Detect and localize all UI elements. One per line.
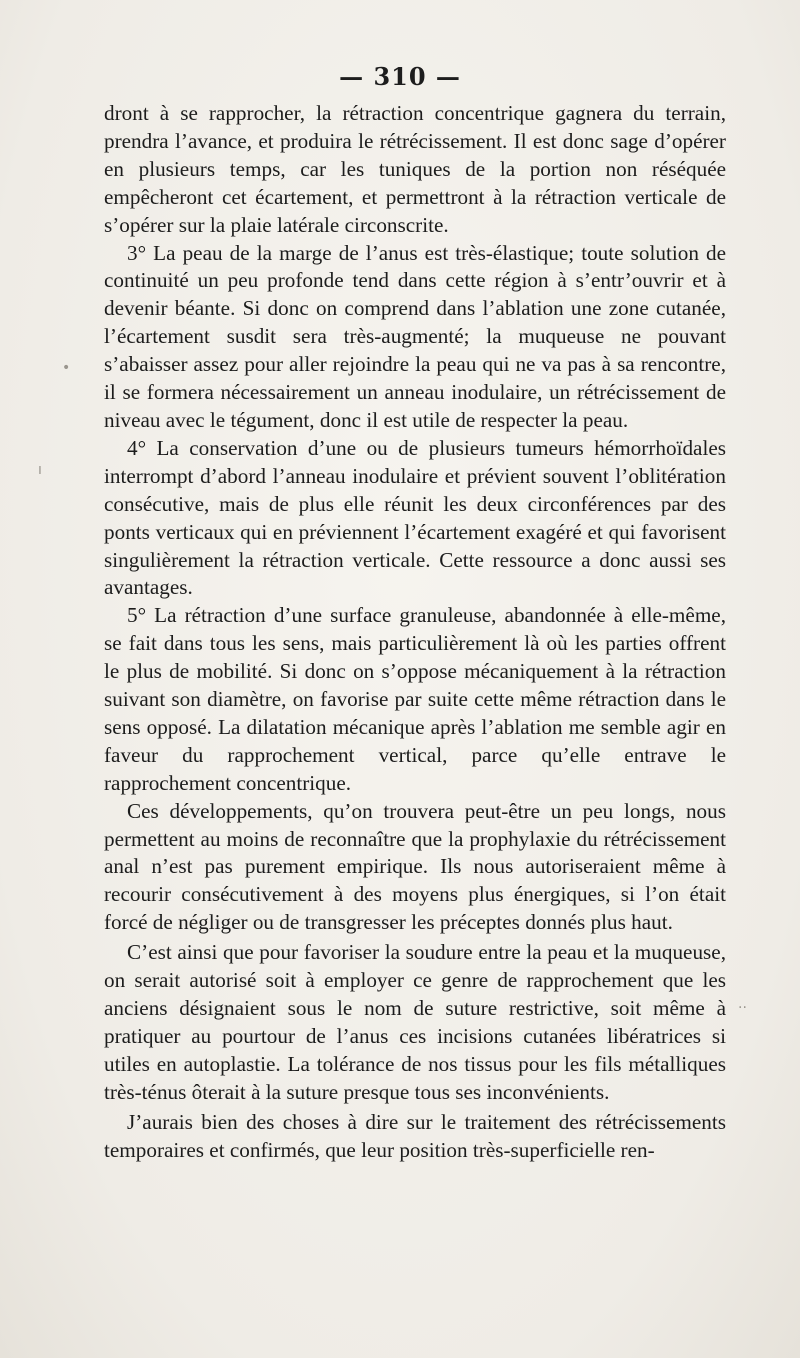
paragraph-point-3: 3° La peau de la marge de l’anus est très-élastique; toute solution de continuité un peu profonde tend dans cette région à s’entr’ouvrir et à devenir béante. Si donc on comprend dans l’ablation une zone cutanée, l’écartement susdit sera très-augmenté; la muqueuse ne pouvant s’abaisser assez pour aller rejoindre la peau qui ne va pas à sa rencontre, il se formera nécessairement un anneau inodulaire, un rétrécissement de niveau avec le tégument, donc il est utile de respecter la peau.	[104, 240, 726, 432]
page-number: — 310 —	[339, 62, 461, 91]
margin-dots: ··	[738, 1000, 747, 1016]
paragraph-developments: Ces développements, qu’on trouvera peut-être un peu longs, nous permettent au moins de reconnaître que la prophylaxie du rétrécissement anal n’est pas purement empirique. Ils nous autoriseraient même à recourir consécutivement à des moyens plus énergiques, si l’on était forcé de négliger ou de transgresser les préceptes donnés plus haut.	[104, 798, 726, 935]
paragraph-point-4: 4° La conservation d’une ou de plusieurs tumeurs hémorrhoïdales interrompt d’abord l’anneau inodulaire et prévient souvent l’oblitération consécutive, mais de plus elle réunit les deux circonférences par des ponts verticaux qui en préviennent l’écartement exagéré et qui favorisent singulièrement la rétraction verticale. Cette ressource a donc aussi ses avantages.	[104, 435, 726, 600]
margin-tick: ı	[38, 462, 42, 478]
margin-speck: •	[62, 360, 71, 376]
body-text	[104, 100, 726, 1164]
paragraph-point-5: 5° La rétraction d’une surface granuleuse, abandonnée à elle-même, se fait dans tous les sens, mais particulièrement là où les parties offrent le plus de mobilité. Si donc on s’oppose mécaniquement à la rétraction suivant son diamètre, on favorise par suite cette même rétraction dans le sens opposé. La dilatation mécanique après l’ablation me semble agir en faveur du rapprochement vertical, parce qu’elle entrave le rapprochement concentrique.	[104, 603, 726, 795]
paragraph-continuation: dront à se rapprocher, la rétraction concentrique gagnera du terrain, prendra l’avance, et produira le rétrécissement. Il est donc sage d’opérer en plusieurs temps, car les tuniques de la portion non réséquée empêcheront cet écartement, et permettront à la rétraction verticale de s’opérer sur la plaie latérale circonscrite.	[104, 101, 726, 237]
paragraph-closing: J’aurais bien des choses à dire sur le traitement des rétrécissements temporaires et confirmés, que leur position très-superficielle ren-	[104, 1109, 726, 1162]
paragraph-suture: C’est ainsi que pour favoriser la soudure entre la peau et la muqueuse, on serait autorisé soit à employer ce genre de rapprochement que les anciens désignaient sous le nom de suture restrictive, soit même à pratiquer au pourtour de l’anus ces incisions cutanées libératrices si utiles en autoplastie. La tolérance de nos tissus pour les fils métalliques très-ténus ôterait à la suture presque tous ses inconvénients.	[104, 940, 726, 1104]
